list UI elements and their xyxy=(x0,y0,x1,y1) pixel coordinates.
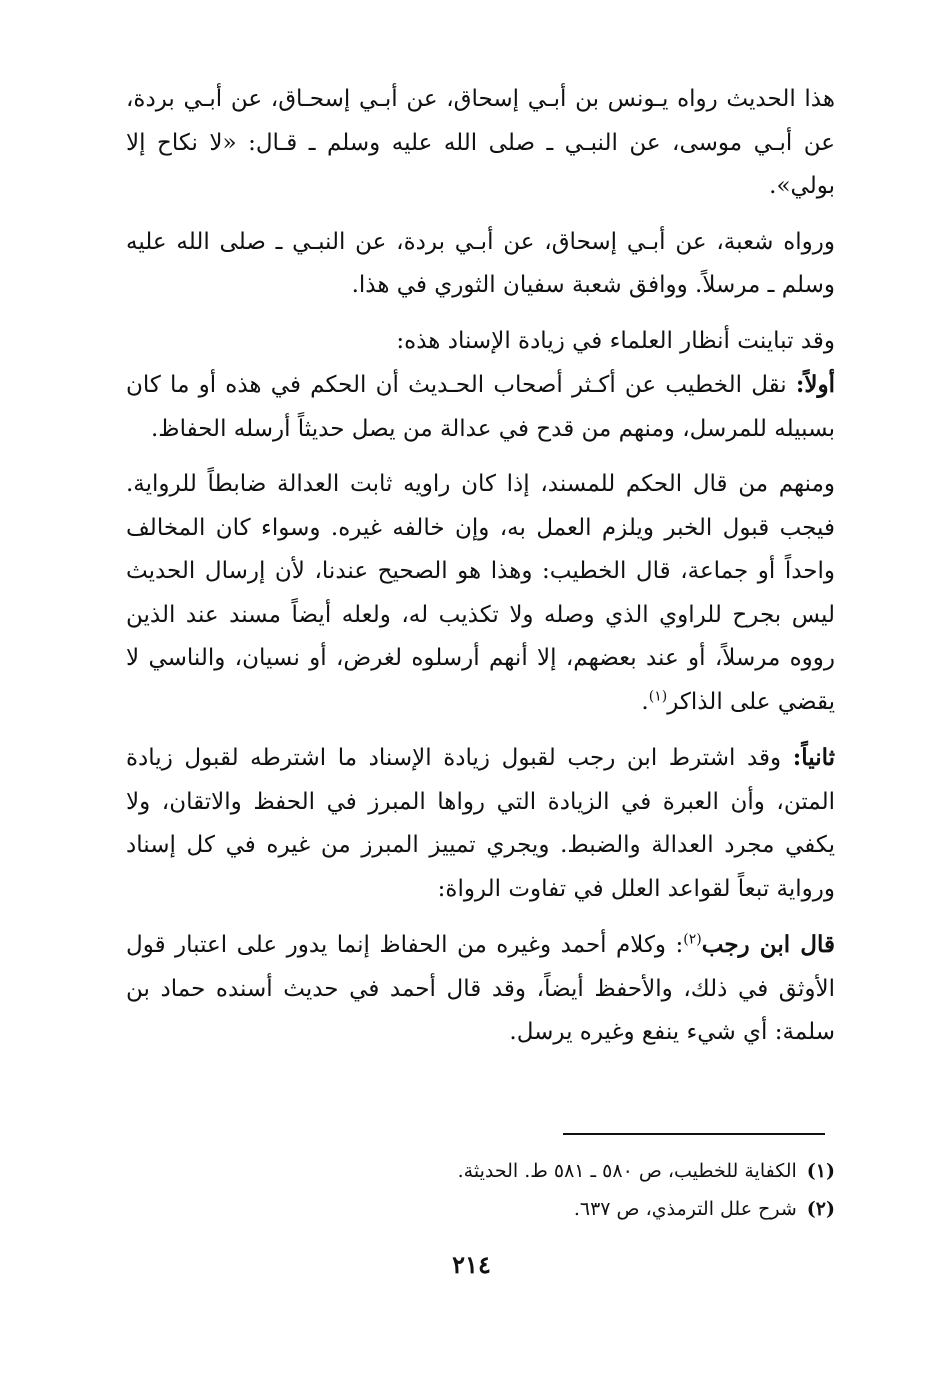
page-number: ٢١٤ xyxy=(452,1250,491,1279)
footnote-1-text: الكفاية للخطيب، ص ٥٨٠ ـ ٥٨١ ط. الحديثة. xyxy=(457,1160,797,1182)
footnote-1-number: (١) xyxy=(806,1160,835,1182)
paragraph-1-text: هذا الحديث رواه يـونس بن أبـي إسحاق، عن أبـي إسحـاق، عن أبـي بردة، عن أبـي موسى، عن النبـي ـ صلى الله عليه وسلم ـ قـال: «لا نكاح إلا بولي». xyxy=(126,86,835,199)
footnote-2 xyxy=(126,1190,835,1228)
paragraph-4 xyxy=(126,363,835,451)
footnote-1 xyxy=(126,1152,835,1190)
paragraph-5 xyxy=(126,463,835,724)
paragraph-4-text: نقل الخطيب عن أكـثر أصحاب الحـديث أن الحكم في هذه أو ما كان بسبيله للمرسل، ومنهم من قدح في عدالة من يصل حديثاً أرسله الحفاظ. xyxy=(126,372,835,442)
paragraph-6-text: وقد اشترط ابن رجب لقبول زيادة الإسناد ما اشترطه لقبول زيادة المتن، وأن العبرة في الزيادة التي رواها المبرز في الحفظ والاتقان، ولا يكفي مجرد العدالة والضبط. ويجري تمييز المبرز من غيره في كل إسناد ورواية تبعاً لقواعد العلل في تفاوت الرواة: xyxy=(126,745,835,902)
paragraph-1 xyxy=(126,78,835,209)
footnote-2-number: (٢) xyxy=(806,1198,835,1220)
paragraph-7 xyxy=(126,923,835,1055)
paragraph-3 xyxy=(126,320,835,364)
paragraph-7-lead: قال ابن رجب xyxy=(701,931,835,958)
paragraph-5-text: ومنهم من قال الحكم للمسند، إذا كان راويه ثابت العدالة ضابطاً للرواية. فيجب قبول الخبر ويلزم العمل به، وإن خالفه غيره. وسواء كان المخالف واحداً أو جماعة، قال الخطيب: وهذا هو الصحيح عندنا، لأن إرسال الحديث ليس بجرح للراوي الذي وصله ولا تكذيب له، ولعله أيضاً مسند عند الذين رووه مرسلاً، أو عند بعضهم، إلا أنهم أرسلوه لغرض، أو نسيان، والناسي لا يقضي على الذاكر xyxy=(126,471,835,715)
paragraph-5-tail: . xyxy=(641,688,649,715)
footnote-2-text: شرح علل الترمذي، ص ٦٣٧. xyxy=(573,1198,797,1220)
paragraph-7-text: : وكلام أحمد وغيره من الحفاظ إنما يدور على اعتبار قول الأوثق في ذلك، والأحفظ أيضاً، وقد قال أحمد في حديث أسنده حماد بن سلمة: أي شيء ينفع وغيره يرسل. xyxy=(126,932,835,1045)
footnote-ref-2: (٢) xyxy=(683,931,702,948)
footnotes xyxy=(126,1152,835,1228)
paragraph-3-text: وقد تباينت أنظار العلماء في زيادة الإسناد هذه: xyxy=(396,327,835,354)
footnote-ref-1: (١) xyxy=(648,687,668,704)
paragraph-6-lead: ثانياً: xyxy=(792,744,836,771)
paragraph-6 xyxy=(126,736,835,911)
paragraph-2-text: ورواه شعبة، عن أبـي إسحاق، عن أبـي بردة، عن النبـي ـ صلى الله عليه وسلم ـ مرسلاً. ووافق شعبة سفيان الثوري في هذا. xyxy=(126,228,835,298)
paragraph-4-lead: أولاً: xyxy=(795,371,835,398)
paragraph-2 xyxy=(126,221,835,308)
footnote-separator xyxy=(563,1133,825,1135)
